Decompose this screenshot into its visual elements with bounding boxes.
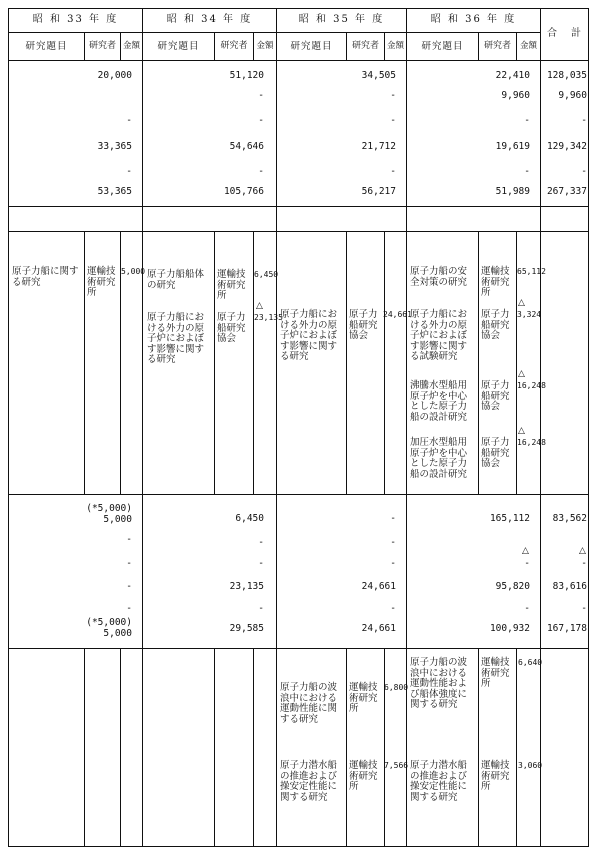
block3-cell-total: - xyxy=(581,603,587,614)
block2-y36-topic: 沸騰水型船用 原子炉を中心 とした原子力 船の設計研究 xyxy=(410,380,468,423)
block4-y36-topic: 原子力潜水船 の推進および 操安定性能に 関する研究 xyxy=(410,760,468,803)
triangle-icon: △ xyxy=(522,546,529,556)
block3-cell-y36: - xyxy=(524,603,530,614)
block3-cell-total: 167,178 xyxy=(546,623,587,634)
block3-cell-y34: - xyxy=(258,603,264,614)
block1-cell-y34: - xyxy=(258,90,264,101)
block4-y36-topic: 原子力船の波 浪中における 運動性能およ び船体強度に 関する研究 xyxy=(410,657,468,710)
block4-y35-researcher: 運輸技術研究所 xyxy=(349,682,378,714)
block4-y35-researcher: 運輸技術研究所 xyxy=(349,760,378,792)
block1-cell-total: 129,342 xyxy=(546,141,587,152)
block1-cell-y33: 33,365 xyxy=(97,141,132,152)
block1-cell-y33: 20,000 xyxy=(97,70,132,81)
block1-cell-total: - xyxy=(581,166,587,177)
block2-y34-researcher: 原子力船研究協会 xyxy=(217,312,246,344)
block2-y35-topic: 原子力船にお ける外力の原 子炉におよぼ す影響に関す る研究 xyxy=(280,309,338,362)
block3-cell-y35: 24,661 xyxy=(361,581,396,592)
block1-cell-total: 267,337 xyxy=(546,186,587,197)
block4-y36-amount: 6,640 xyxy=(518,658,543,667)
subheader-amount: 金額 xyxy=(386,41,404,51)
block1-cell-y34: 51,120 xyxy=(229,70,264,81)
block2-y34-topic: 原子力船船体の研究 xyxy=(147,269,205,291)
block2-y36-researcher: 原子力船研究協会 xyxy=(481,437,510,469)
block3-cell-y35: - xyxy=(390,558,396,569)
block1-cell-y35: - xyxy=(390,115,396,126)
triangle-icon: △ xyxy=(256,301,263,311)
block1-cell-total: - xyxy=(581,115,587,126)
subheader-researcher: 研究者 xyxy=(220,41,248,51)
block3-cell-y35: - xyxy=(390,513,396,524)
block2-y33-amount: 5,000 xyxy=(121,267,146,276)
block3-cell-y34: 29,585 xyxy=(229,623,264,634)
block3-cell-y35: - xyxy=(390,603,396,614)
block3-cell-y33: - xyxy=(126,603,132,614)
block1-cell-y36: 19,619 xyxy=(495,141,530,152)
subheader-topic: 研究題目 xyxy=(25,41,68,52)
block4-y35-amount: 6,800 xyxy=(384,683,409,692)
block2-y36-topic: 原子力船の安 全対策の研究 xyxy=(410,266,468,288)
block2-y36-topic: 原子力船にお ける外力の原 子炉におよぼ す影響に関す る試験研究 xyxy=(410,309,468,362)
block3-cell-y33: - xyxy=(126,534,132,545)
triangle-icon: △ xyxy=(518,426,525,436)
block3-cell-y33: - xyxy=(126,581,132,592)
subheader-topic: 研究題目 xyxy=(290,41,333,52)
header-year-33: 昭 和 33 年 度 xyxy=(32,14,119,25)
block4-y35-amount: 7,566 xyxy=(384,761,409,770)
block1-cell-y36: 9,960 xyxy=(501,90,530,101)
block1-cell-y36: 51,989 xyxy=(495,186,530,197)
block2-y34-researcher: 運輸技術研究所 xyxy=(217,269,246,301)
block3-cell-y35: - xyxy=(390,537,396,548)
block1-cell-y35: 56,217 xyxy=(361,186,396,197)
block1-cell-y34: - xyxy=(258,166,264,177)
block2-y35-researcher: 原子力船研究協会 xyxy=(349,309,378,341)
block1-cell-y34: - xyxy=(258,115,264,126)
block1-cell-y33: 53,365 xyxy=(97,186,132,197)
triangle-icon: △ xyxy=(518,369,525,379)
block2-y33-topic: 原子力船に関する研究 xyxy=(12,266,79,288)
subheader-amount: 金額 xyxy=(256,41,274,51)
block4-y35-topic: 原子力船の波 浪中における 運動性能に関 する研究 xyxy=(280,682,338,725)
block4-y35-topic: 原子力潜水船 の推進および 操安定性能に 関する研究 xyxy=(280,760,338,803)
block1-cell-y33: - xyxy=(126,115,132,126)
block3-cell-total: - xyxy=(581,558,587,569)
block3-cell-total: 83,562 xyxy=(552,513,587,524)
subheader-topic: 研究題目 xyxy=(421,41,464,52)
block1-cell-y33: - xyxy=(126,166,132,177)
block1-cell-y36: - xyxy=(524,115,530,126)
header-year-34: 昭 和 34 年 度 xyxy=(166,14,253,25)
header-year-36: 昭 和 36 年 度 xyxy=(430,14,517,25)
block3-cell-y36: 95,820 xyxy=(495,581,530,592)
block1-cell-y35: - xyxy=(390,166,396,177)
triangle-icon: △ xyxy=(518,298,525,308)
block2-y34-amount: 6,450 xyxy=(254,270,279,279)
subheader-researcher: 研究者 xyxy=(88,41,116,51)
block2-y36-amount: 3,324 xyxy=(517,310,542,319)
block1-cell-y35: 21,712 xyxy=(361,141,396,152)
header-year-35: 昭 和 35 年 度 xyxy=(298,14,385,25)
block2-y36-amount: 16,248 xyxy=(517,381,546,390)
block2-y34-topic: 原子力船にお ける外力の原 子炉におよぼ す影響に関す る研究 xyxy=(147,312,205,365)
block2-y36-topic: 加圧水型船用 原子炉を中心 とした原子力 船の設計研究 xyxy=(410,437,468,480)
block4-y36-amount: 3,060 xyxy=(518,761,543,770)
subheader-amount: 金額 xyxy=(519,41,537,51)
block1-cell-y35: - xyxy=(390,90,396,101)
block3-cell-y33: (*5,000) xyxy=(86,503,132,514)
block1-cell-total: 128,035 xyxy=(546,70,587,81)
block3-cell-y33: 5,000 xyxy=(103,628,132,639)
block2-y36-researcher: 原子力船研究協会 xyxy=(481,380,510,412)
block1-cell-y35: 34,505 xyxy=(361,70,396,81)
block2-y35-amount: 24,661 xyxy=(383,310,412,319)
block3-cell-y35: 24,661 xyxy=(361,623,396,634)
block3-cell-y34: 6,450 xyxy=(235,513,264,524)
header-total: 合 計 xyxy=(547,28,583,39)
block3-cell-y34: - xyxy=(258,537,264,548)
subheader-topic: 研究題目 xyxy=(157,41,200,52)
block2-y36-amount: 16,248 xyxy=(517,438,546,447)
block1-cell-y36: 22,410 xyxy=(495,70,530,81)
block3-cell-y33: 5,000 xyxy=(103,514,132,525)
block4-y36-researcher: 運輸技術研究所 xyxy=(481,657,510,689)
block2-y36-researcher: 運輸技術研究所 xyxy=(481,266,510,298)
block1-cell-total: 9,960 xyxy=(558,90,587,101)
block2-y33-researcher: 運輸技術研究所 xyxy=(87,266,116,298)
block3-cell-y36: 100,932 xyxy=(489,623,530,634)
block4-y36-researcher: 運輸技術研究所 xyxy=(481,760,510,792)
triangle-icon: △ xyxy=(579,546,586,556)
block3-cell-y34: 23,135 xyxy=(229,581,264,592)
subheader-amount: 金額 xyxy=(122,41,140,51)
block3-cell-y33: - xyxy=(126,558,132,569)
block1-cell-y34: 105,766 xyxy=(223,186,264,197)
block2-y34-amount: 23,135 xyxy=(254,313,283,322)
subheader-researcher: 研究者 xyxy=(351,41,379,51)
block2-y36-amount: 65,112 xyxy=(517,267,546,276)
block3-cell-y34: - xyxy=(258,558,264,569)
block2-y36-researcher: 原子力船研究協会 xyxy=(481,309,510,341)
block1-cell-y36: - xyxy=(524,166,530,177)
block3-cell-y36: 165,112 xyxy=(489,513,530,524)
subheader-researcher: 研究者 xyxy=(483,41,511,51)
block3-cell-total: 83,616 xyxy=(552,581,587,592)
block3-cell-y33: (*5,000) xyxy=(86,617,132,628)
block1-cell-y34: 54,646 xyxy=(229,141,264,152)
block3-cell-y36: - xyxy=(524,558,530,569)
